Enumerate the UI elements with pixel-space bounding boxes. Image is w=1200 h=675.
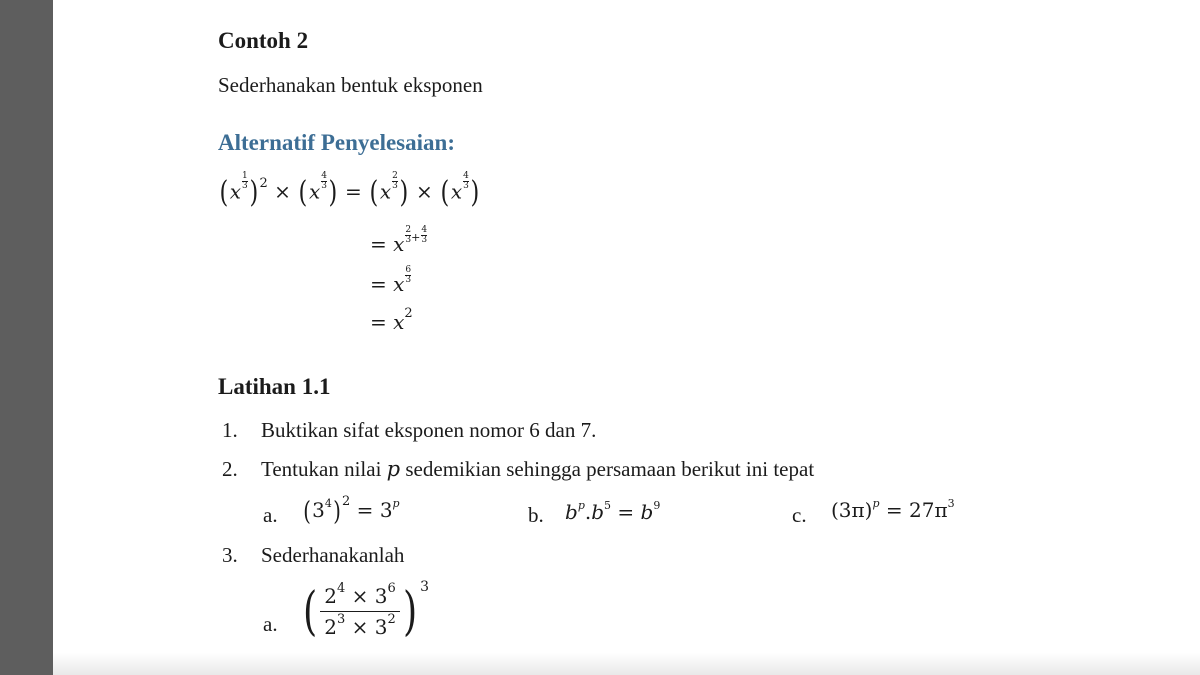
fraction-expression: ( $\frac{2^4 \times 3^6}{2^3 \times 3^2}$ ) $^3$: [303, 579, 430, 642]
item-text: Buktikan sifat eksponen nomor 6 dan 7.: [261, 418, 597, 442]
example-intro: Sederhanakan bentuk eksponen: [218, 73, 483, 97]
sub-item-label-a: a.: [263, 612, 278, 636]
sub-item-label-a: a.: [263, 503, 278, 527]
item-text: Sederhanakanlah: [261, 543, 405, 567]
derivation-line-4: = $x^2$: [370, 306, 413, 334]
equation-c: $(3\pi)^p = 27\pi^3$: [831, 497, 955, 522]
exercise-heading: Latihan 1.1: [218, 374, 331, 399]
equation-a: $(3^4)^2 = 3^p$: [303, 494, 400, 527]
item-text: Tentukan nilai p sedemikian sehingga persamaan berikut ini tepat: [261, 457, 815, 481]
bottom-shade: [53, 653, 1200, 675]
item-number: 2.: [222, 457, 238, 481]
derivation-line-2: = x $\frac{2}{3}$ + $\frac{4}{3}$: [370, 225, 428, 256]
left-margin-bar: [0, 0, 53, 675]
big-fraction: $\frac{2^4 \times 3^6}{2^3 \times 3^2}$: [320, 584, 400, 639]
solution-heading: Alternatif Penyelesaian:: [218, 130, 455, 155]
item-number: 1.: [222, 418, 238, 442]
example-heading: Contoh 2: [218, 28, 309, 53]
derivation-line-3: = x $\frac{6}{3}$: [370, 265, 412, 296]
derivation-line-1: (x $\frac{1}{3}$ )$^2$ × (x $\frac{4}{3}$ ) = (x $\frac{2}{3}$ ) × (x $\frac{4}{3}$ ): [219, 171, 480, 210]
equation-b: $b^p.b^5 = b^9$: [565, 499, 661, 524]
sub-item-label-c: c.: [792, 503, 807, 527]
item-number: 3.: [222, 543, 238, 567]
sub-item-label-b: b.: [528, 503, 544, 527]
